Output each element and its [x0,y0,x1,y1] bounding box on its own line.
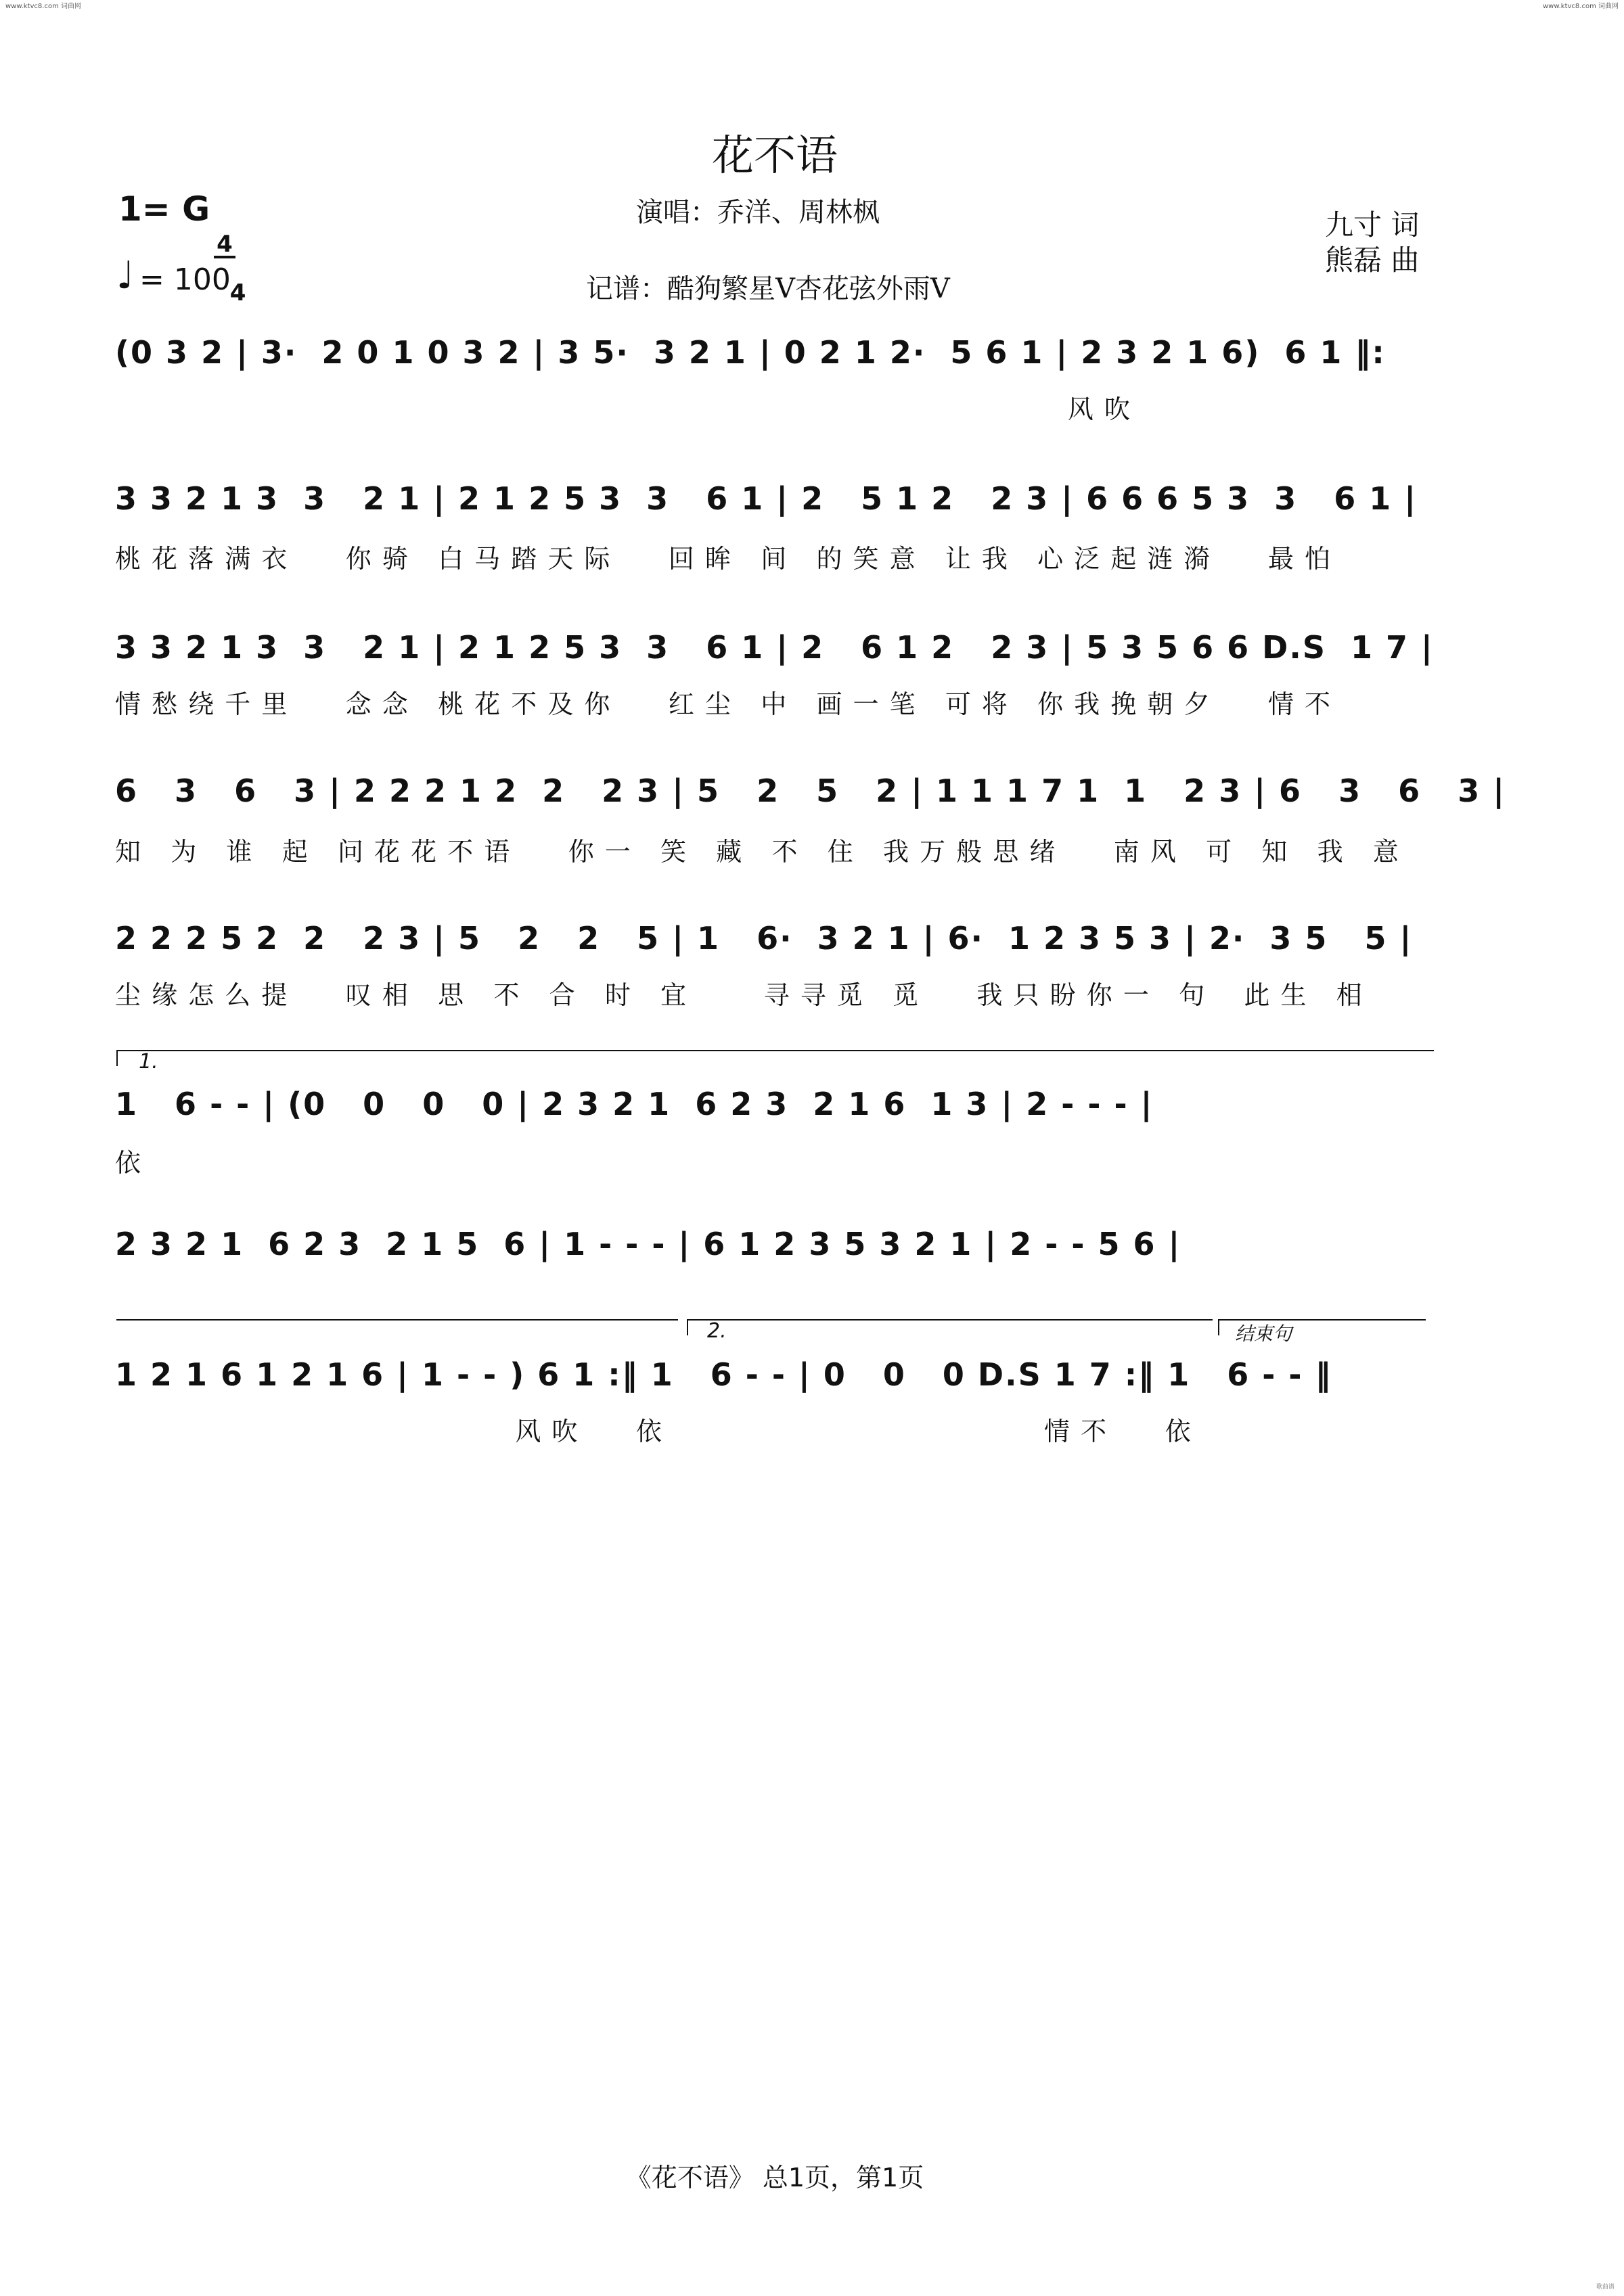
composer-credit: 熊磊 曲 [1325,244,1420,277]
volta-bracket-1 [116,1050,1434,1066]
time-signature-numerator: 4 [214,233,235,258]
corner-logo: 歌曲谱 [1596,2284,1615,2291]
lyricist-credit: 九寸 词 [1325,208,1420,242]
score-line-2-lyrics: 桃 花 落 满 衣 你 骑 白 马 踏 天 际 回 眸 间 的 笑 意 让 我 心 泛 起 涟 漪 最 怕 [115,544,1332,574]
volta-1-label: 1. [139,1050,158,1074]
page-title: 花不语 [711,131,838,180]
score-line-5-lyrics: 尘 缘 怎 么 提 叹 相 思 不 合 时 宜 寻 寻 觅 觅 我 只 盼 你 一 句 此 生 相 [115,980,1363,1010]
watermark-right: www.ktvc8.com 词曲网 [1542,3,1619,10]
watermark-left: www.ktvc8.com 词曲网 [5,3,82,10]
score-line-8-lyrics: 风 吹 依 情 不 依 [115,1417,1192,1446]
page-footer: 《花不语》 总1页，第1页 [625,2163,924,2192]
score-line-1-lyrics: 风 吹 [115,394,1131,424]
score-line-5-notes: 2 2 2 5 2 2 2 3 | 5 2 2 5 | 1 6· 3 2 1 | 6· 1 2 3 5 3 | 2· 3 5 5 | [115,920,1413,957]
time-signature-denominator: 4 [229,279,246,306]
volta-1-continuation [116,1319,678,1335]
ending-label: 结束句 [1235,1323,1292,1345]
quarter-note-icon: ♩ [116,254,135,298]
singer-credit: 演唱：乔洋、周林枫 [636,197,880,228]
volta-2-label: 2. [707,1319,727,1343]
score-line-7-notes: 2 3 2 1 6 2 3 2 1 5 6 | 1 - - - | 6 1 2 3 5 3 2 1 | 2 - - 5 6 | [115,1226,1181,1262]
key-signature: 1= G [118,189,210,229]
score-line-2-notes: 3 3 2 1 3 3 2 1 | 2 1 2 5 3 3 6 1 | 2 5 1 2 2 3 | 6 6 6 5 3 3 6 1 | [115,480,1418,517]
tempo-marking: = 100 [139,262,231,297]
score-line-6-notes: 1 6 - - | (0 0 0 0 | 2 3 2 1 6 2 3 2 1 6 1 3 | 2 - - - | [115,1086,1154,1122]
score-line-6-lyrics: 依 [115,1148,143,1178]
volta-bracket-2 [687,1319,1213,1335]
score-line-3-lyrics: 情 愁 绕 千 里 念 念 桃 花 不 及 你 红 尘 中 画 一 笔 可 将 你 我 挽 朝 夕 情 不 [115,689,1332,719]
score-line-8-notes: 1 2 1 6 1 2 1 6 | 1 - - ) 6 1 :‖ 1 6 - - | 0 0 0 D.S 1 7 :‖ 1 6 - - ‖ [115,1356,1332,1393]
score-line-4-lyrics: 知 为 谁 起 问 花 花 不 语 你 一 笑 藏 不 住 我 万 般 思 绪 南 风 可 知 我 意 [115,837,1400,867]
score-line-1-notes: (0 3 2 | 3· 2 0 1 0 3 2 | 3 5· 3 2 1 | 0 2 1 2· 5 6 1 | 2 3 2 1 6) 6 1 ‖: [115,334,1386,371]
score-line-3-notes: 3 3 2 1 3 3 2 1 | 2 1 2 5 3 3 6 1 | 2 6 1 2 2 3 | 5 3 5 6 6 D.S 1 7 | [115,629,1434,666]
transcriber-credit: 记谱：酷狗繁星V杏花弦外雨V [586,273,950,304]
score-line-4-notes: 6 3 6 3 | 2 2 2 1 2 2 2 3 | 5 2 5 2 | 1 1 1 7 1 1 2 3 | 6 3 6 3 | [115,773,1506,809]
